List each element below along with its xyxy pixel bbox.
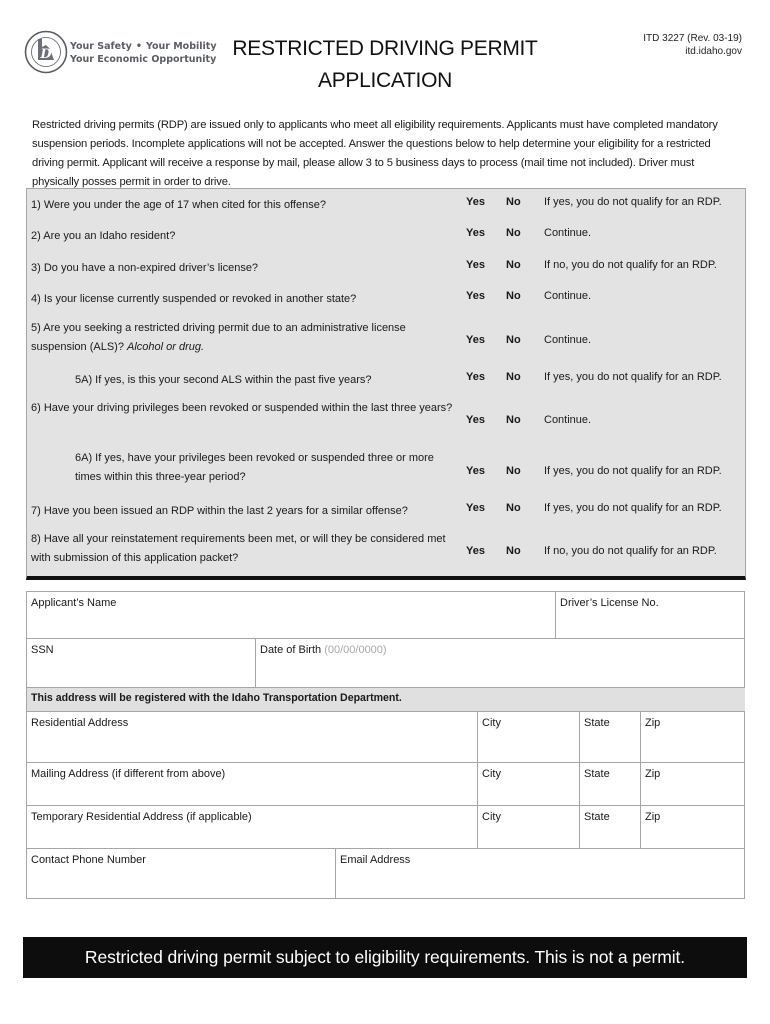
mailing-zip-field[interactable] [641, 763, 745, 806]
title-line-2: APPLICATION [317, 69, 452, 92]
mailing-address-field[interactable] [27, 763, 478, 806]
question-text: 7) Have you been issued an RDP within the last 2 years for a similar offense? [31, 505, 408, 517]
question-note: If yes, you do not qualify for an RDP. [544, 502, 722, 514]
question-note: If yes, you do not qualify for an RDP. [544, 465, 722, 477]
zip-label: Zip [645, 811, 661, 823]
no-option[interactable]: No [506, 290, 521, 302]
no-option[interactable]: No [506, 371, 521, 383]
mailing-state-field[interactable] [580, 763, 641, 806]
contact-phone-label: Contact Phone Number [31, 854, 146, 866]
question-note: Continue. [544, 334, 592, 346]
address-notice: This address will be registered with the Idaho Transportation Department. [27, 688, 745, 712]
question-text: 6) Have your driving privileges been revoked or suspended within the last three years? [31, 402, 453, 414]
title-line-1: RESTRICTED DRIVING PERMIT [232, 37, 538, 60]
zip-label: Zip [645, 717, 661, 729]
email-address-field[interactable] [336, 849, 745, 898]
address-table [26, 688, 745, 899]
yes-option[interactable]: Yes [466, 259, 485, 271]
ssn-label: SSN [31, 644, 54, 656]
applicant-info-table [26, 591, 745, 688]
drivers-license-field[interactable] [556, 592, 745, 639]
contact-phone-field[interactable] [27, 849, 336, 898]
city-label: City [482, 717, 501, 729]
mailing-city-field[interactable] [478, 763, 580, 806]
question-text: 6A) If yes, have your privileges been revoked or suspended three or more times within this three-year period? [75, 452, 434, 483]
form-number: ITD 3227 (Rev. 03-19) [643, 33, 742, 44]
question-text: 3) Do you have a non-expired driver’s license? [31, 262, 259, 274]
question-note: Continue. [544, 227, 592, 239]
yes-option[interactable]: Yes [466, 290, 485, 302]
temporary-address-field[interactable] [27, 806, 478, 849]
dob-format-hint: (00/00/0000) [324, 644, 387, 656]
page-title [215, 33, 555, 97]
residential-address-field[interactable] [27, 712, 478, 763]
city-label: City [482, 768, 501, 780]
temporary-zip-field[interactable] [641, 806, 745, 849]
not-a-permit-banner: Restricted driving permit subject to eligibility requirements. This is not a permit. [23, 937, 747, 978]
residential-address-label: Residential Address [31, 717, 129, 729]
no-option[interactable]: No [506, 465, 521, 477]
question-note: Continue. [544, 290, 592, 302]
question-text: 5A) If yes, is this your second ALS within the past five years? [75, 374, 372, 386]
yes-option[interactable]: Yes [466, 545, 485, 557]
website-link[interactable]: itd.idaho.gov [685, 46, 742, 57]
yes-option[interactable]: Yes [466, 334, 485, 346]
temporary-address-label: Temporary Residential Address (if applicable) [31, 811, 252, 823]
yes-option[interactable]: Yes [466, 227, 485, 239]
yes-option[interactable]: Yes [466, 371, 485, 383]
svg-text:D: D [40, 47, 52, 62]
question-note: If yes, you do not qualify for an RDP. [544, 196, 722, 208]
question-text: 1) Were you under the age of 17 when cited for this offense? [31, 199, 326, 211]
no-option[interactable]: No [506, 334, 521, 346]
state-label: State [584, 717, 610, 729]
applicant-name-field[interactable] [27, 592, 556, 639]
question-note: If yes, you do not qualify for an RDP. [544, 371, 722, 383]
no-option[interactable]: No [506, 227, 521, 239]
state-label: State [584, 811, 610, 823]
date-of-birth-field[interactable] [256, 639, 745, 688]
temporary-state-field[interactable] [580, 806, 641, 849]
question-text [31, 319, 456, 357]
dob-label: Date of Birth [260, 644, 322, 656]
tagline-safety: Your Safety [70, 41, 132, 52]
question-text-italic: Alcohol or drug. [127, 341, 205, 353]
yes-option[interactable]: Yes [466, 502, 485, 514]
tagline [70, 40, 217, 66]
question-note: Continue. [544, 414, 592, 426]
temporary-city-field[interactable] [478, 806, 580, 849]
question-note: If no, you do not qualify for an RDP. [544, 259, 717, 271]
tagline-separator: • [135, 41, 142, 52]
state-label: State [584, 768, 610, 780]
intro-paragraph: Restricted driving permits (RDP) are issued only to applicants who meet all eligibility requirements. Applicants must have completed mandatory suspension periods. Incomplete applications will not be accepted. Answer the questions below to help determine your eligibility for a restricted driving permit. Applicant will receive a response by mail, please allow 3 to 5 business days to process (mail time not included). Driver must physically posses permit in order to drive. [32, 119, 718, 188]
question-text: 8) Have all your reinstatement requirements been met, or will they be considered met with submission of this application packet? [31, 533, 446, 564]
yes-option[interactable]: Yes [466, 465, 485, 477]
city-label: City [482, 811, 501, 823]
residential-zip-field[interactable] [641, 712, 745, 763]
no-option[interactable]: No [506, 414, 521, 426]
no-option[interactable]: No [506, 502, 521, 514]
no-option[interactable]: No [506, 545, 521, 557]
no-option[interactable]: No [506, 259, 521, 271]
eligibility-questions [26, 188, 746, 580]
tagline-economic: Your Economic Opportunity [70, 54, 217, 65]
residential-city-field[interactable] [478, 712, 580, 763]
question-text: 2) Are you an Idaho resident? [31, 230, 176, 242]
residential-state-field[interactable] [580, 712, 641, 763]
email-address-label: Email Address [340, 854, 411, 866]
question-text: 4) Is your license currently suspended or revoked in another state? [31, 293, 357, 305]
itd-seal-logo-icon [24, 30, 68, 74]
mailing-address-label: Mailing Address (if different from above) [31, 768, 226, 780]
ssn-field[interactable] [27, 639, 256, 688]
question-note: If no, you do not qualify for an RDP. [544, 545, 717, 557]
zip-label: Zip [645, 768, 661, 780]
drivers-license-label: Driver’s License No. [560, 597, 659, 609]
no-option[interactable]: No [506, 196, 521, 208]
yes-option[interactable]: Yes [466, 196, 485, 208]
tagline-mobility: Your Mobility [145, 41, 217, 52]
applicant-name-label: Applicant’s Name [31, 597, 117, 609]
question-text-main: 5) Are you seeking a restricted driving permit due to an administrative license suspension (ALS)? [31, 322, 406, 353]
yes-option[interactable]: Yes [466, 414, 485, 426]
form-identifier [643, 32, 742, 58]
